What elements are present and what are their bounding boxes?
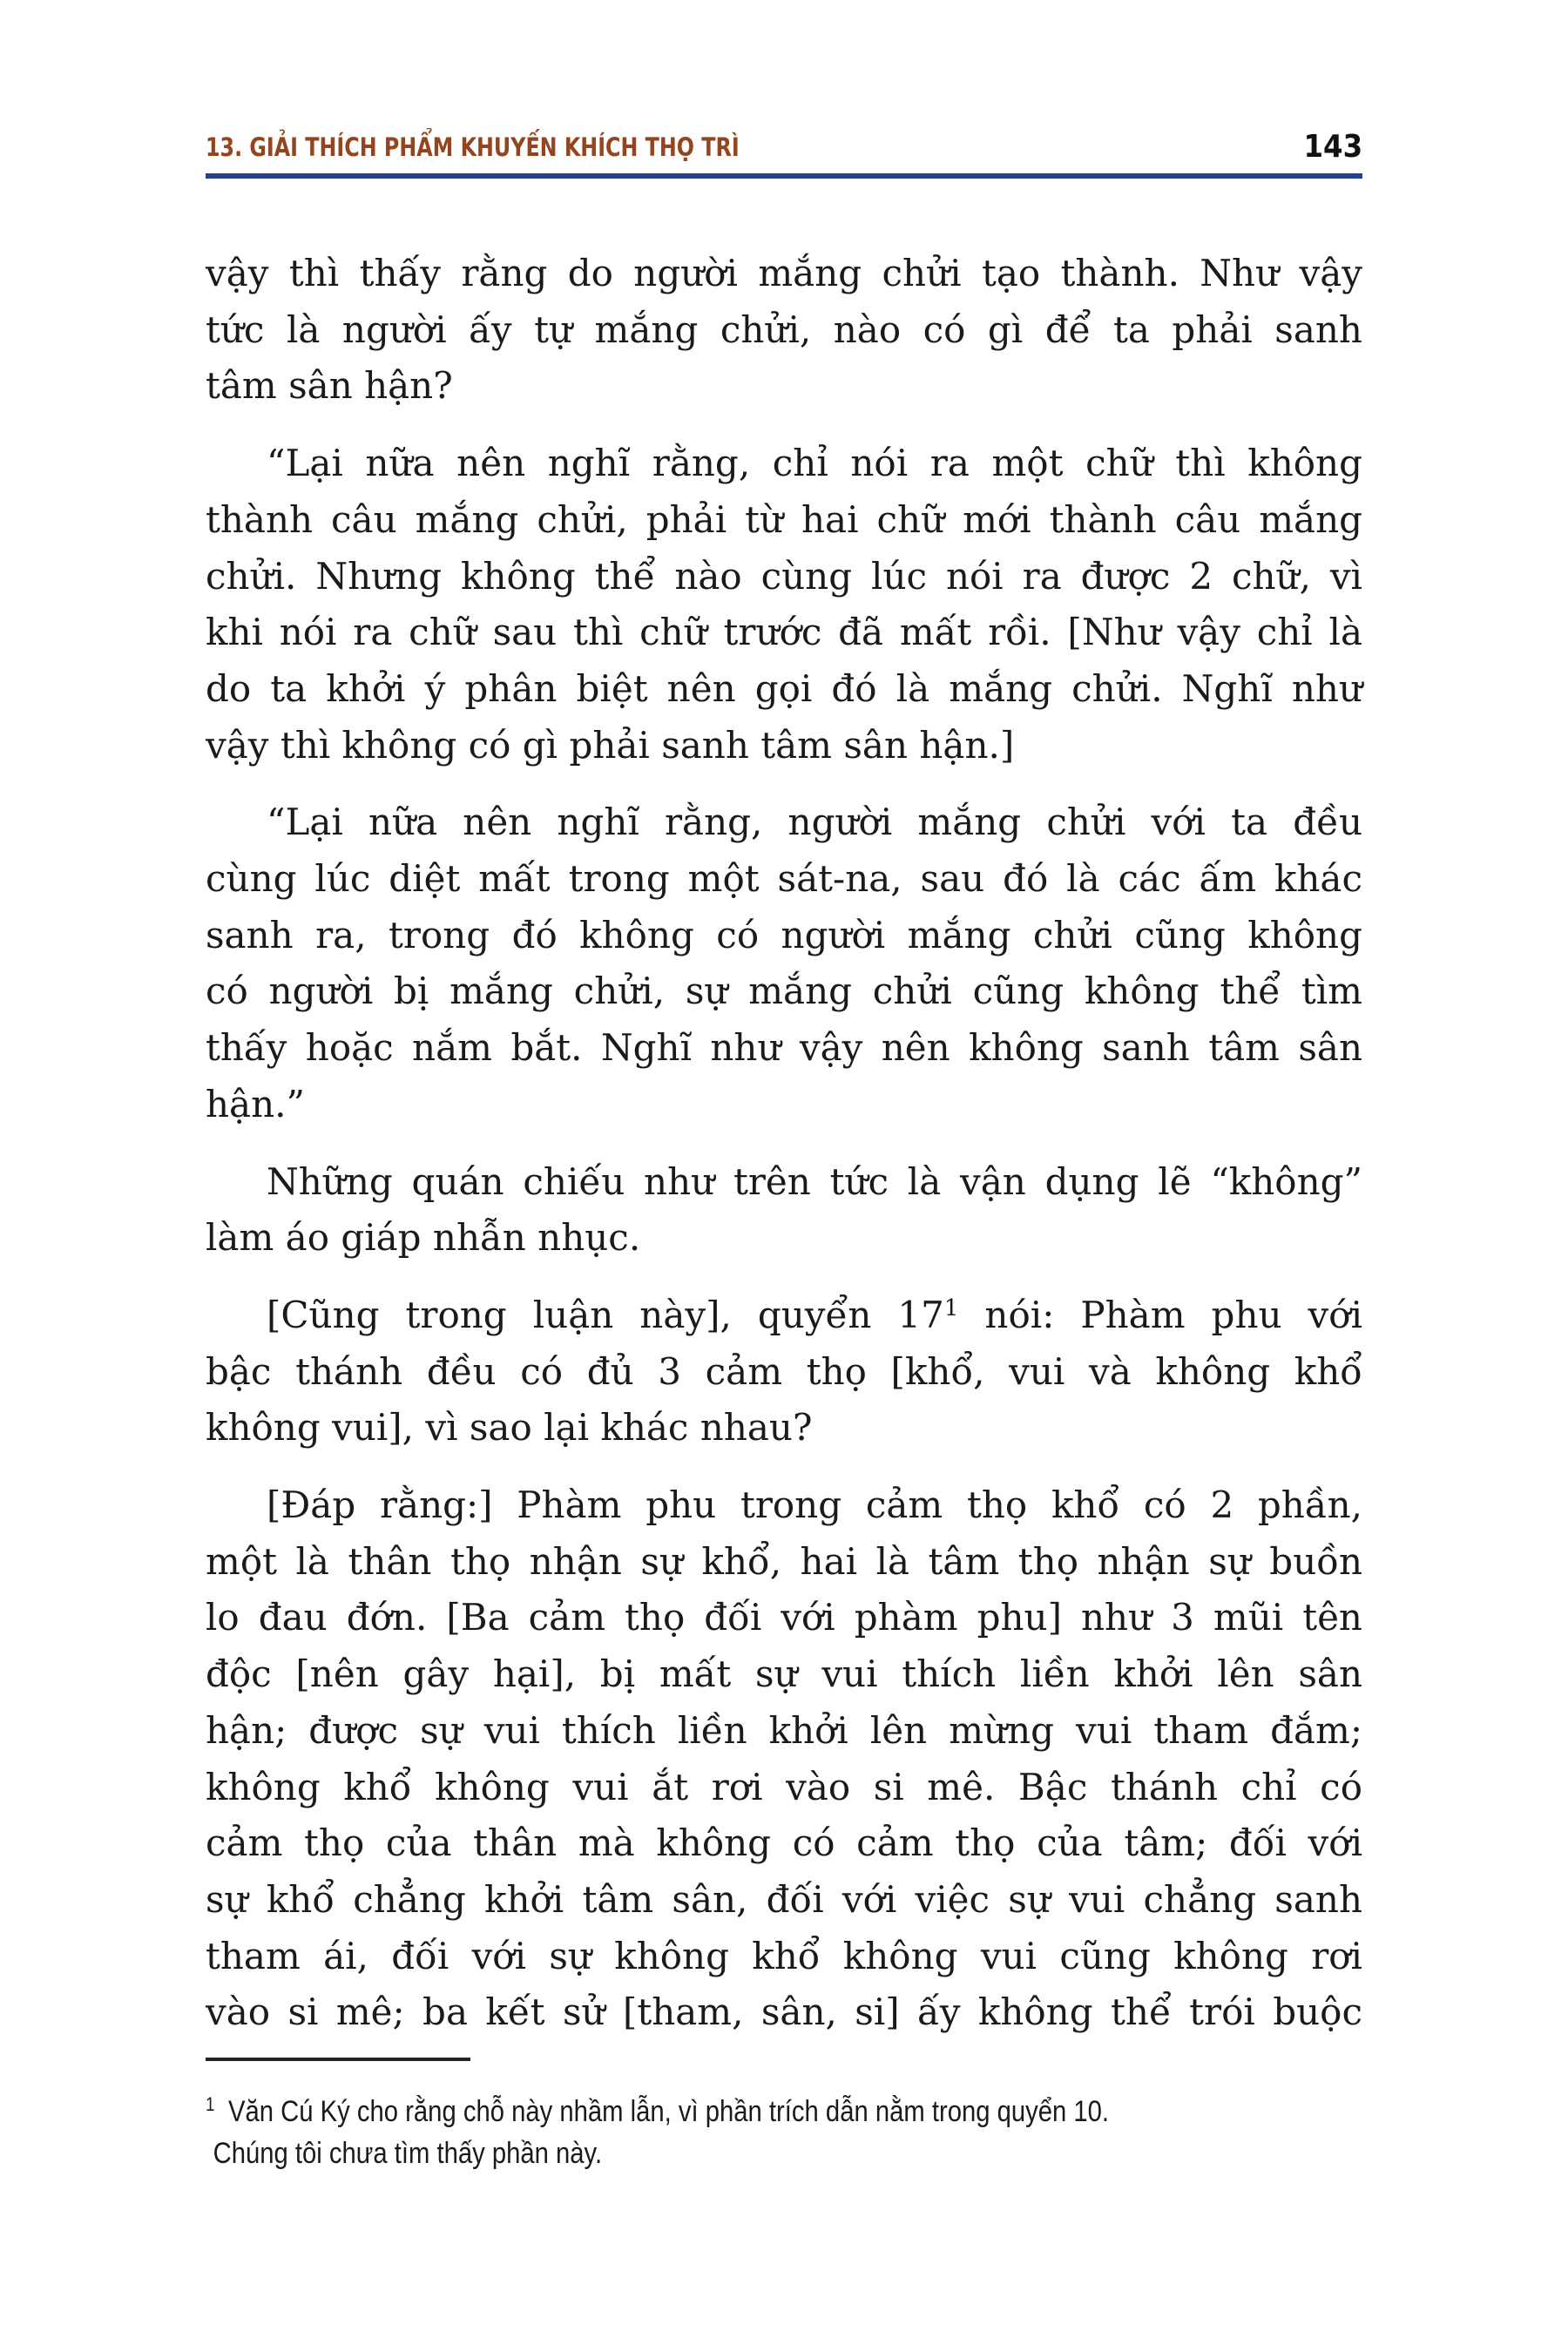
text-line: thành câu mắng chửi, phải từ hai chữ mới thành câu mắng (206, 497, 1362, 541)
text-line: vậy thì thấy rằng do người mắng chửi tạo thành. Như vậy (206, 252, 1362, 294)
footnote-text: Văn Cú Ký cho rằng chỗ này nhầm lẫn, vì phần trích dẫn nằm trong quyển 10. (228, 2095, 1110, 2128)
paragraph (206, 1154, 1362, 1267)
text-line: không vui], vì sao lại khác nhau? (206, 1406, 813, 1450)
text-segment: nói: Phàm phu với (958, 1293, 1362, 1336)
text-line: làm áo giáp nhẫn nhục. (206, 1216, 641, 1260)
chapter-title: 13. GIẢI THÍCH PHẨM KHUYẾN KHÍCH THỌ TRÌ (206, 132, 740, 162)
text-line: “Lại nữa nên nghĩ rằng, chỉ nói ra một chữ thì không (267, 442, 1362, 485)
footnote-line (206, 2084, 1202, 2132)
text-line: độc [nên gây hại], bị mất sự vui thích liền khởi lên sân (206, 1652, 1362, 1696)
footnote-separator (206, 2058, 470, 2061)
paragraph (206, 794, 1362, 1132)
footnote-line: Chúng tôi chưa tìm thấy phần này. (213, 2137, 603, 2170)
footnote-mark: 1 (206, 2093, 215, 2115)
text-line: hận.” (206, 1082, 305, 1125)
page-number: 143 (1303, 129, 1362, 165)
footnote (206, 2084, 1202, 2174)
text-line: do ta khởi ý phân biệt nên gọi đó là mắng chửi. Nghĩ như (206, 666, 1362, 710)
paragraph (206, 1477, 1362, 2041)
text-line: cùng lúc diệt mất trong một sát-na, sau đó là các ấm khác (206, 857, 1362, 901)
text-line: không khổ không vui ắt rơi vào si mê. Bậc thánh chỉ có (206, 1765, 1362, 1808)
paragraph (206, 1288, 1362, 1456)
text-line: vậy thì không có gì phải sanh tâm sân hận.] (206, 723, 1015, 767)
text-line (206, 1288, 1362, 1344)
paragraph (206, 436, 1362, 774)
header-rule (206, 173, 1362, 179)
text-line: bậc thánh đều có đủ 3 cảm thọ [khổ, vui và không khổ (206, 1349, 1362, 1393)
text-line: “Lại nữa nên nghĩ rằng, người mắng chửi với ta đều (267, 801, 1362, 844)
text-line: vào si mê; ba kết sử [tham, sân, si] ấy không thể trói buộc (206, 1990, 1362, 2034)
text-line: lo đau đớn. [Ba cảm thọ đối với phàm phu] như 3 mũi tên (206, 1596, 1362, 1639)
text-line: khi nói ra chữ sau thì chữ trước đã mất rồi. [Như vậy chỉ là (206, 611, 1362, 654)
text-line: tham ái, đối với sự không khổ không vui cũng không rơi (206, 1934, 1362, 1977)
text-line: Những quán chiếu như trên tức là vận dụng lẽ “không” (267, 1159, 1362, 1203)
text-line: có người bị mắng chửi, sự mắng chửi cũng không thể tìm (206, 970, 1362, 1013)
text-line: hận; được sự vui thích liền khởi lên mừng vui tham đắm; (206, 1708, 1362, 1752)
text-line: sanh ra, trong đó không có người mắng chửi cũng không (206, 913, 1362, 956)
text-line: một là thân thọ nhận sự khổ, hai là tâm thọ nhận sự buồn (206, 1539, 1362, 1583)
text-line: sự khổ chẳng khởi tâm sân, đối với việc sự vui chẳng sanh (206, 1877, 1362, 1921)
text-line: thấy hoặc nắm bắt. Nghĩ như vậy nên không sanh tâm sân (206, 1026, 1362, 1070)
text-line: tức là người ấy tự mắng chửi, nào có gì để ta phải sanh (206, 308, 1362, 351)
footnote-reference[interactable]: 1 (943, 1294, 959, 1321)
body-text (206, 246, 1362, 2062)
text-line: chửi. Nhưng không thể nào cùng lúc nói ra được 2 chữ, vì (206, 554, 1362, 598)
text-segment: [Cũng trong luận này], quyển 17 (267, 1293, 944, 1336)
running-header (206, 129, 1362, 171)
text-line: tâm sân hận? (206, 364, 453, 408)
text-line: [Đáp rằng:] Phàm phu trong cảm thọ khổ có 2 phần, (267, 1484, 1362, 1527)
paragraph (206, 246, 1362, 415)
text-line: cảm thọ của thân mà không có cảm thọ của tâm; đối với (206, 1821, 1362, 1865)
